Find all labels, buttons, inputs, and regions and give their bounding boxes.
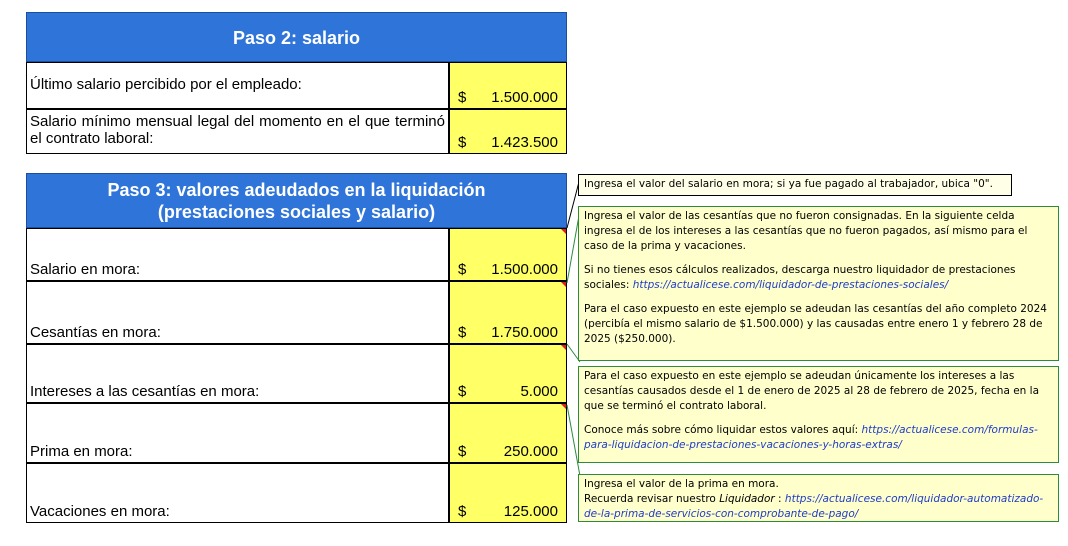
comment-bonus-line2-text: Recuerda revisar nuestro [584,493,720,505]
comment-interest-p2-text: Conoce más sobre cómo liquidar estos valores aquí: [584,424,862,436]
comment-interest-p2 [584,423,1053,453]
vacation-arrears-label: Vacaciones en mora: [30,503,170,520]
comment-interest [578,366,1059,463]
step2-title: Paso 2: salario [232,28,361,48]
liquidador-word: Liquidador [719,493,775,505]
last-salary-value: 1.500.000 [491,89,558,106]
salary-arrears-value: 1.500.000 [491,261,558,278]
currency-symbol: $ [458,134,467,151]
comment-severance-p2 [584,263,1053,293]
currency-symbol: $ [458,89,467,106]
severance-interest-value: 5.000 [520,383,558,400]
step3-title-line2: (prestaciones sociales y salario) [157,202,436,222]
currency-symbol: $ [458,261,467,278]
comment-bonus [578,474,1059,522]
comment-severance-p2-text: Si no tienes esos cálculos realizados, descarga nuestro liquidador de prestaciones sociales: [584,264,1016,291]
min-salary-value: 1.423.500 [491,134,558,151]
salary-arrears-label: Salario en mora: [30,261,141,278]
link-liquidador-prestaciones[interactable]: https://actualicese.com/liquidador-de-prestaciones-sociales/ [632,279,949,291]
currency-symbol: $ [458,324,467,341]
bonus-arrears-label: Prima en mora: [30,443,133,460]
comment-severance [578,206,1059,361]
vacation-arrears-value: 125.000 [503,503,558,520]
severance-interest-label: Intereses a las cesantías en mora: [30,383,260,400]
severance-arrears-value: 1.750.000 [491,324,558,341]
comment-severance-p3: Para el caso expuesto en este ejemplo se adeudan las cesantías del año completo 2024 (percibía el mismo salario de $1.500.000) y las causadas entre enero 1 y febrero 28 de 2025 ($250.000). [584,303,1047,345]
last-salary-label: Último salario percibido por el empleado: [30,76,302,93]
link-formulas-liquidacion[interactable]: https://actualicese.com/formulas-para-liquidacion-de-prestaciones-vacaciones-y-horas-extras/ [584,424,1038,451]
bonus-arrears-value: 250.000 [503,443,558,460]
comment-bonus-line2 [584,492,1053,522]
separator: : [774,493,785,505]
severance-arrears-label: Cesantías en mora: [30,324,161,341]
comment-salary-text: Ingresa el valor del salario en mora; si ya fue pagado al trabajador, ubica "0". [584,178,993,190]
comment-interest-p1: Para el caso expuesto en este ejemplo se adeudan únicamente los intereses a las cesantías causados desde el 1 de enero de 2025 al 28 de febrero de 2025, fecha en la que se terminó el contrato laboral. [584,370,1040,412]
step3-title-line1: Paso 3: valores adeudados en la liquidación [107,180,486,200]
comment-bonus-line1: Ingresa el valor de la prima en mora. [584,478,779,490]
comment-severance-p1: Ingresa el valor de las cesantías que no fueron consignadas. En la siguiente celda ingresa el de los intereses a las cesantías que no fueron pagados, así mismo para el caso de la prima y vacaciones. [584,210,1028,252]
link-liquidador-prima[interactable]: https://actualicese.com/liquidador-automatizado-de-la-prima-de-servicios-con-comprobante-de-pago/ [584,493,1044,520]
currency-symbol: $ [458,443,467,460]
comment-salary [578,174,1012,196]
min-salary-label: Salario mínimo mensual legal del momento en el que terminó el contrato laboral: [30,113,445,147]
currency-symbol: $ [458,383,467,400]
currency-symbol: $ [458,503,467,520]
